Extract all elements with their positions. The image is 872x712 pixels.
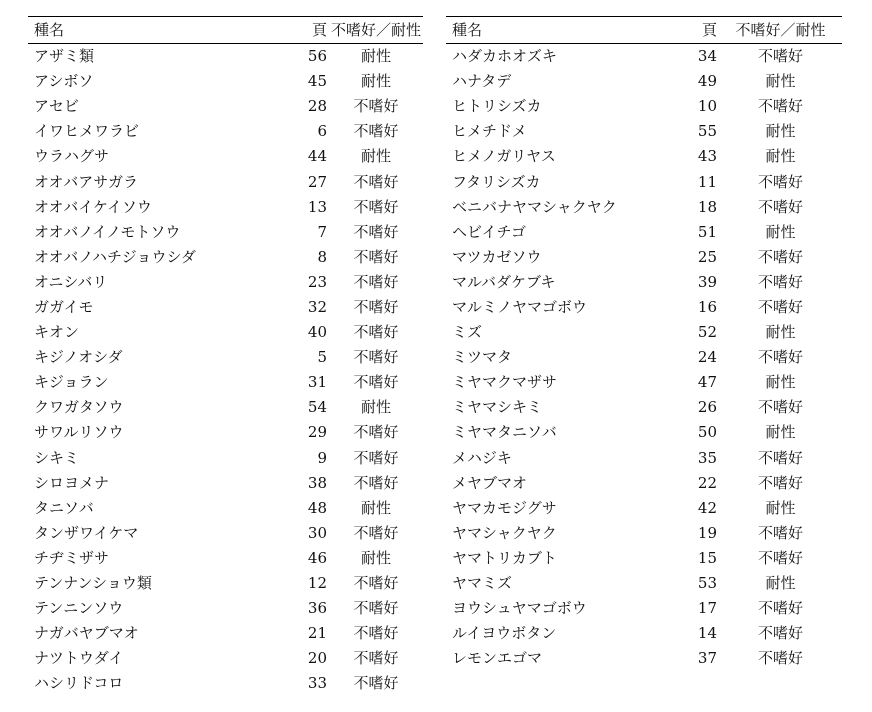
species-name-cell: ハシリドコロ xyxy=(34,674,124,693)
classification-cell: 不嗜好 xyxy=(757,649,803,668)
species-name-cell: オオバアサガラ xyxy=(34,172,138,191)
table-row xyxy=(446,270,842,295)
species-name-cell: ルイヨウボタン xyxy=(452,624,557,643)
page-number-cell: 24 xyxy=(697,348,717,367)
species-name-cell: テンナンショウ類 xyxy=(34,574,152,593)
table-row xyxy=(446,521,842,546)
classification-cell: 不嗜好 xyxy=(353,323,399,342)
table-row xyxy=(28,521,423,546)
classification-cell: 耐性 xyxy=(360,398,391,417)
classification-cell: 不嗜好 xyxy=(757,348,803,367)
table-row xyxy=(446,446,842,471)
species-name-cell: ミツマタ xyxy=(452,348,513,367)
classification-cell: 耐性 xyxy=(765,373,796,392)
classification-cell: 耐性 xyxy=(765,72,796,91)
table-row xyxy=(446,169,842,194)
classification-cell: 不嗜好 xyxy=(757,624,803,643)
species-name-cell: オオバノハチジョウシダ xyxy=(34,247,196,266)
species-name-cell: ベニバナヤマシャクヤク xyxy=(452,197,617,216)
table-row xyxy=(446,245,842,270)
table-row xyxy=(28,596,423,621)
page-number-cell: 16 xyxy=(697,297,717,316)
table-row xyxy=(28,94,423,119)
table-row xyxy=(28,169,423,194)
page-number-cell: 31 xyxy=(307,373,327,392)
classification-cell: 不嗜好 xyxy=(353,348,399,367)
table-row xyxy=(28,471,423,496)
page-number-cell: 43 xyxy=(697,147,717,166)
page-number-cell: 55 xyxy=(697,122,717,141)
table-row xyxy=(28,44,423,70)
page-number-cell: 14 xyxy=(697,624,717,643)
page-number-cell: 49 xyxy=(697,72,717,91)
page-number-cell: 10 xyxy=(697,97,717,116)
classification-cell: 耐性 xyxy=(765,423,796,442)
table-row xyxy=(28,320,423,345)
header-classification: 不嗜好／耐性 xyxy=(719,17,842,44)
page-number-cell: 20 xyxy=(307,649,327,668)
table-row xyxy=(28,496,423,521)
species-name-cell: クワガタソウ xyxy=(34,398,124,417)
table-row xyxy=(28,671,423,696)
species-name-cell: オオバノイノモトソウ xyxy=(34,222,181,241)
page-number-cell: 11 xyxy=(697,172,717,191)
page-number-cell: 47 xyxy=(697,373,717,392)
classification-cell: 不嗜好 xyxy=(353,197,399,216)
table-row xyxy=(446,646,842,671)
species-name-cell: マルバダケブキ xyxy=(452,272,556,291)
species-name-cell: レモンエゴマ xyxy=(452,649,543,668)
table-row xyxy=(446,420,842,445)
header-species-name: 種名 xyxy=(446,17,678,44)
page-number-cell: 37 xyxy=(697,649,717,668)
table-row xyxy=(446,144,842,169)
classification-cell: 不嗜好 xyxy=(757,272,803,291)
table-row xyxy=(446,496,842,521)
table-row xyxy=(446,546,842,571)
table-row xyxy=(28,546,423,571)
classification-cell: 不嗜好 xyxy=(353,272,399,291)
classification-cell: 耐性 xyxy=(360,498,391,517)
species-name-cell: テンニンソウ xyxy=(34,599,124,618)
species-name-cell: キジノオシダ xyxy=(34,348,123,367)
table-row xyxy=(28,119,423,144)
table-row xyxy=(446,345,842,370)
species-table-left xyxy=(28,16,423,696)
page-number-cell: 56 xyxy=(307,47,327,66)
species-name-cell: ヨウシュヤマゴボウ xyxy=(452,599,587,618)
classification-cell: 耐性 xyxy=(765,147,796,166)
table-row xyxy=(28,571,423,596)
table-row xyxy=(446,395,842,420)
species-name-cell: オニシバリ xyxy=(34,272,108,291)
species-name-cell: フタリシズカ xyxy=(452,172,541,191)
header-classification: 不嗜好／耐性 xyxy=(329,17,423,44)
classification-cell: 不嗜好 xyxy=(757,197,803,216)
species-name-cell: ヤマミズ xyxy=(452,574,513,593)
page-number-cell: 38 xyxy=(307,473,327,492)
page-number-cell: 54 xyxy=(307,398,327,417)
species-name-cell: ヤマカモジグサ xyxy=(452,498,557,517)
table-header-row xyxy=(446,17,842,44)
page-number-cell: 22 xyxy=(697,473,717,492)
table-row xyxy=(28,370,423,395)
header-page: 頁 xyxy=(678,17,719,44)
classification-cell: 不嗜好 xyxy=(353,247,399,266)
species-name-cell: ウラハグサ xyxy=(34,147,110,166)
classification-cell: 不嗜好 xyxy=(353,574,399,593)
table-row xyxy=(28,195,423,220)
page-number-cell: 18 xyxy=(697,197,717,216)
table-row xyxy=(28,144,423,169)
page-number-cell: 42 xyxy=(697,498,717,517)
species-name-cell: ミヤマシキミ xyxy=(452,398,543,417)
classification-cell: 耐性 xyxy=(360,72,391,91)
page-number-cell: 5 xyxy=(317,348,327,367)
species-name-cell: シロヨメナ xyxy=(34,473,110,492)
table-row xyxy=(446,69,842,94)
species-name-cell: キジョラン xyxy=(34,373,109,392)
classification-cell: 不嗜好 xyxy=(353,122,399,141)
species-name-cell: ヤマトリカブト xyxy=(452,548,557,567)
species-name-cell: ヒメノガリヤス xyxy=(452,147,556,166)
page-number-cell: 46 xyxy=(307,548,327,567)
species-name-cell: ミヤマクマザサ xyxy=(452,373,558,392)
page-number-cell: 15 xyxy=(697,548,717,567)
table-row xyxy=(28,621,423,646)
page-number-cell: 8 xyxy=(317,247,327,266)
page-number-cell: 39 xyxy=(697,272,717,291)
classification-cell: 不嗜好 xyxy=(353,448,399,467)
page-number-cell: 33 xyxy=(307,674,327,693)
classification-cell: 不嗜好 xyxy=(353,523,399,542)
table-row xyxy=(446,571,842,596)
table-row xyxy=(446,94,842,119)
classification-cell: 不嗜好 xyxy=(757,599,803,618)
species-name-cell: ヘビイチゴ xyxy=(452,222,526,241)
page-number-cell: 29 xyxy=(307,423,327,442)
page-number-cell: 36 xyxy=(307,599,327,618)
species-name-cell: タニソバ xyxy=(34,498,94,517)
classification-cell: 不嗜好 xyxy=(757,473,803,492)
page-number-cell: 27 xyxy=(307,172,327,191)
species-name-cell: ガガイモ xyxy=(34,297,94,316)
page-number-cell: 45 xyxy=(307,72,327,91)
classification-cell: 不嗜好 xyxy=(757,47,803,66)
table-row xyxy=(28,270,423,295)
page-number-cell: 52 xyxy=(697,323,717,342)
classification-cell: 耐性 xyxy=(360,147,391,166)
page-number-cell: 35 xyxy=(697,448,717,467)
page-number-cell: 48 xyxy=(307,498,327,517)
table-row xyxy=(28,446,423,471)
species-name-cell: ナガバヤブマオ xyxy=(34,624,139,643)
page-number-cell: 50 xyxy=(697,423,717,442)
species-name-cell: イワヒメワラビ xyxy=(34,122,140,141)
classification-cell: 不嗜好 xyxy=(757,297,803,316)
page-number-cell: 25 xyxy=(697,247,717,266)
species-table-right xyxy=(446,16,842,671)
page-number-cell: 23 xyxy=(307,272,327,291)
classification-cell: 不嗜好 xyxy=(353,649,399,668)
table-row xyxy=(28,295,423,320)
page-number-cell: 26 xyxy=(697,398,717,417)
page-number-cell: 51 xyxy=(697,222,717,241)
species-name-cell: ナツトウダイ xyxy=(34,649,124,668)
table-row xyxy=(28,245,423,270)
classification-cell: 耐性 xyxy=(360,548,391,567)
species-name-cell: ハダカホオズキ xyxy=(452,47,557,66)
table-row xyxy=(446,370,842,395)
classification-cell: 不嗜好 xyxy=(757,172,803,191)
species-name-cell: メヤブマオ xyxy=(452,473,528,492)
classification-cell: 不嗜好 xyxy=(353,473,399,492)
species-name-cell: ヒメチドメ xyxy=(452,122,527,141)
page-number-cell: 21 xyxy=(307,624,327,643)
page-number-cell: 6 xyxy=(317,122,327,141)
classification-cell: 不嗜好 xyxy=(353,373,399,392)
classification-cell: 耐性 xyxy=(765,122,796,141)
species-name-cell: オオバイケイソウ xyxy=(34,197,152,216)
classification-cell: 耐性 xyxy=(765,574,796,593)
page-number-cell: 44 xyxy=(307,147,327,166)
classification-cell: 不嗜好 xyxy=(353,297,399,316)
species-name-cell: アザミ類 xyxy=(34,47,95,66)
classification-cell: 不嗜好 xyxy=(757,448,803,467)
species-name-cell: シキミ xyxy=(34,448,80,467)
page-number-cell: 9 xyxy=(317,448,327,467)
species-name-cell: ミズ xyxy=(452,323,483,342)
species-name-cell: マツカゼソウ xyxy=(452,247,542,266)
species-name-cell: ヤマシャクヤク xyxy=(452,523,557,542)
classification-cell: 不嗜好 xyxy=(353,172,399,191)
classification-cell: 耐性 xyxy=(765,323,796,342)
species-name-cell: アセビ xyxy=(34,97,79,116)
species-name-cell: チヂミザサ xyxy=(34,548,110,567)
species-name-cell: マルミノヤマゴボウ xyxy=(452,297,588,316)
table-row xyxy=(446,320,842,345)
page-number-cell: 12 xyxy=(307,574,327,593)
page-number-cell: 19 xyxy=(697,523,717,542)
classification-cell: 不嗜好 xyxy=(353,97,399,116)
table-row xyxy=(28,646,423,671)
species-name-cell: サワルリソウ xyxy=(34,423,124,442)
species-name-cell: キオン xyxy=(34,323,80,342)
header-species-name: 種名 xyxy=(28,17,258,44)
table-header-row xyxy=(28,17,423,44)
classification-cell: 耐性 xyxy=(360,47,391,66)
species-name-cell: メハジキ xyxy=(452,448,512,467)
classification-cell: 不嗜好 xyxy=(353,423,399,442)
classification-cell: 不嗜好 xyxy=(757,398,803,417)
table-row xyxy=(446,220,842,245)
classification-cell: 不嗜好 xyxy=(353,624,399,643)
table-row xyxy=(28,395,423,420)
page-number-cell: 32 xyxy=(307,297,327,316)
table-row xyxy=(28,220,423,245)
species-name-cell: アシボソ xyxy=(34,72,94,91)
classification-cell: 不嗜好 xyxy=(757,97,803,116)
table-row xyxy=(28,345,423,370)
table-row xyxy=(28,69,423,94)
classification-cell: 不嗜好 xyxy=(757,247,803,266)
classification-cell: 耐性 xyxy=(765,222,796,241)
header-page: 頁 xyxy=(258,17,329,44)
table-row xyxy=(446,621,842,646)
page-number-cell: 34 xyxy=(697,47,717,66)
classification-cell: 不嗜好 xyxy=(757,548,803,567)
page-number-cell: 40 xyxy=(307,323,327,342)
page-number-cell: 28 xyxy=(307,97,327,116)
classification-cell: 不嗜好 xyxy=(353,222,399,241)
page-number-cell: 53 xyxy=(697,574,717,593)
species-name-cell: タンザワイケマ xyxy=(34,523,139,542)
table-row xyxy=(446,596,842,621)
table-row xyxy=(446,119,842,144)
classification-cell: 不嗜好 xyxy=(757,523,803,542)
species-name-cell: ハナタデ xyxy=(452,72,512,91)
table-row xyxy=(28,420,423,445)
page-number-cell: 17 xyxy=(697,599,717,618)
table-row xyxy=(446,471,842,496)
classification-cell: 耐性 xyxy=(765,498,796,517)
table-row xyxy=(446,44,842,70)
species-name-cell: ミヤマタニソバ xyxy=(452,423,557,442)
page-number-cell: 13 xyxy=(307,197,327,216)
page-number-cell: 30 xyxy=(307,523,327,542)
classification-cell: 不嗜好 xyxy=(353,674,399,693)
species-name-cell: ヒトリシズカ xyxy=(452,97,542,116)
table-row xyxy=(446,295,842,320)
table-row xyxy=(446,195,842,220)
page-number-cell: 7 xyxy=(317,222,327,241)
classification-cell: 不嗜好 xyxy=(353,599,399,618)
